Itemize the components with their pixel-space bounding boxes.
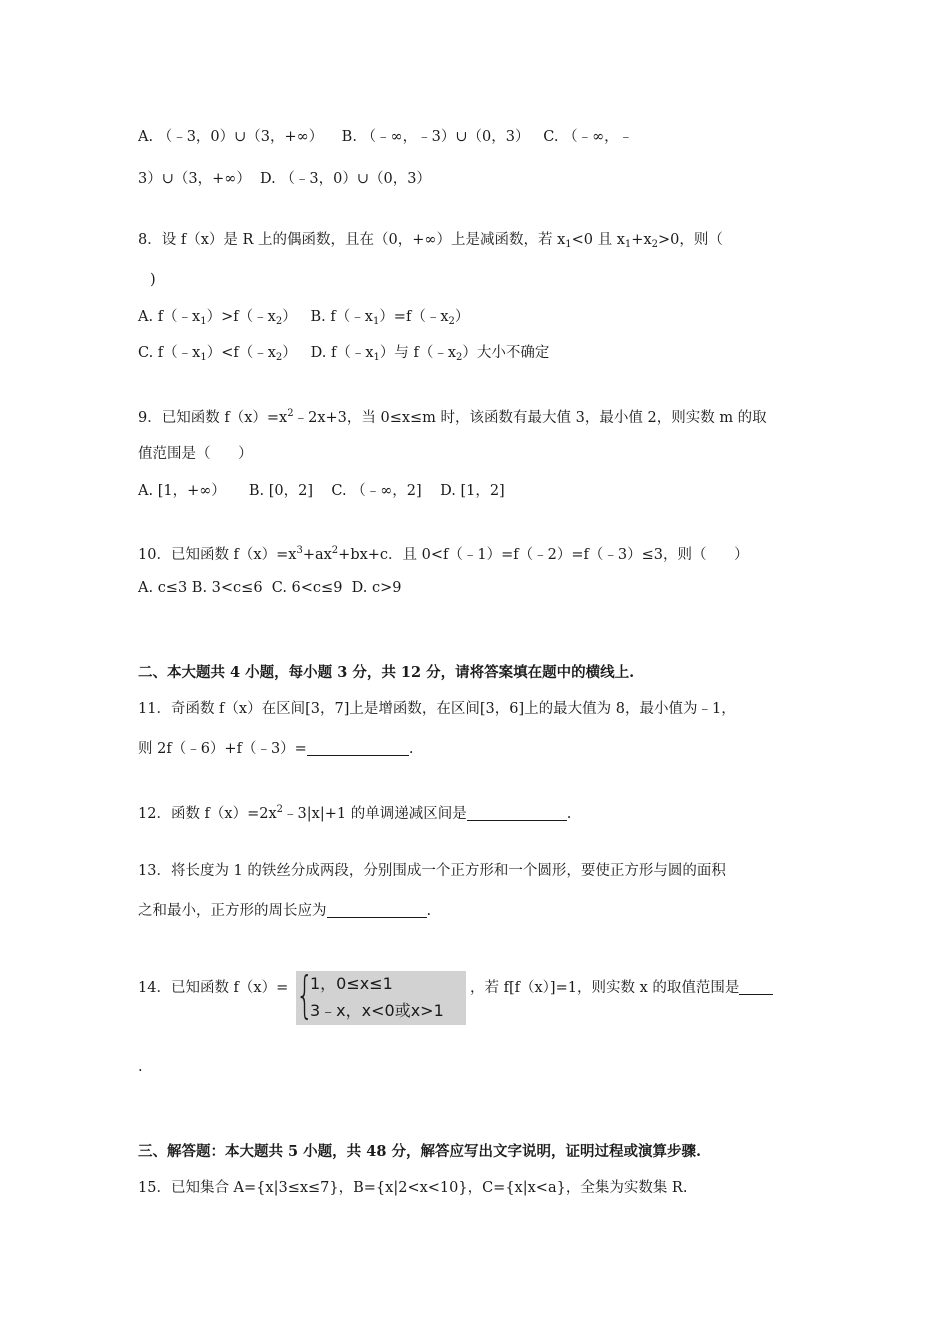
q11-stem-line2: 则 2f（﹣6）+f（﹣3）= .	[138, 741, 414, 757]
q14-answer-blank[interactable]	[739, 980, 773, 995]
q8-options-ab: A. $f(﹣x_1)>f(﹣x_2)$ B. $f(﹣x_1)=f(﹣x_2)$	[138, 309, 470, 327]
q7-options-line2: 3）∪（3，+∞） D. （﹣3，0）∪（0，3）	[138, 171, 431, 187]
q8-stem: 8．设 f（x）是 R 上的偶函数，且在（0，+∞）上是减函数，若 $x_1<0$ 且 $x_1+x_2>0$，则（	[138, 232, 723, 250]
q12-answer-blank[interactable]	[467, 806, 567, 821]
q12-stem: 12．函数 $f(x)=2x^2﹣3|x|+1$ 的单调递减区间是 .	[138, 804, 572, 822]
q13-stem: 13．将长度为 1 的铁丝分成两段，分别围成一个正方形和一个圆形，要使正方形与圆的面积	[138, 863, 726, 879]
q10-stem: 10．已知函数 $f(x)=x^3+ax^2+bx+c$．且 0<f（﹣1）=f（﹣2）=f（﹣3）≤3，则（ ）	[138, 545, 749, 563]
piece-2: 3﹣x，x<0或x>1	[310, 1001, 444, 1020]
piece-1: 1，0≤x≤1	[310, 974, 393, 993]
q11-stem: 11．奇函数 f（x）在区间[3，7]上是增函数，在区间[3，6]上的最大值为 8，最小值为﹣1，	[138, 701, 736, 717]
section-3-title: 三、解答题：本大题共 5 小题，共 48 分，解答应写出文字说明，证明过程或演算步骤.	[138, 1143, 702, 1160]
brace-icon: {	[296, 966, 314, 1024]
q15-stem: 15．已知集合 A={x|3≤x≤7}，B={x|2<x<10}，C={x|x<a}，全集为实数集 R.	[138, 1180, 688, 1196]
q14-piecewise-function	[296, 966, 466, 1025]
q7-options-line1: A. （﹣3，0）∪（3，+∞） B. （﹣∞，﹣3）∪（0，3） C. （﹣∞，﹣	[138, 129, 634, 145]
section-2-title: 二、本大题共 4 小题，每小题 3 分，共 12 分，请将答案填在题中的横线上.	[138, 664, 635, 681]
q8-options-cd: C. $f(﹣x_1)<f(﹣x_2)$ D. $f(﹣x_1)$与 $f(﹣x_2)$大小不确定	[138, 345, 550, 363]
q11-answer-blank[interactable]	[307, 741, 409, 756]
q9-stem-line2: 值范围是（ ）	[138, 446, 253, 462]
q9-stem: 9．已知函数 $f(x)=x^2﹣2x+3$，当 0≤x≤m 时，该函数有最大值 3，最小值 2，则实数 m 的取	[138, 408, 767, 426]
q10-options: A. c≤3 B. 3<c≤6 C. 6<c≤9 D. c>9	[138, 580, 402, 596]
q14-stem-suffix: ，若 f[f（x）]=1，则实数 x 的取值范围是	[470, 978, 773, 998]
q14-stem-prefix: 14．已知函数 f（x）=	[138, 980, 289, 996]
q8-paren-close: )	[150, 272, 156, 288]
q13-stem-line2: 之和最小，正方形的周长应为 .	[138, 903, 432, 919]
q13-answer-blank[interactable]	[327, 903, 427, 918]
q9-options: A. [1，+∞） B. [0，2] C. （﹣∞，2] D. [1，2]	[138, 483, 505, 499]
q14-period: .	[138, 1059, 143, 1075]
